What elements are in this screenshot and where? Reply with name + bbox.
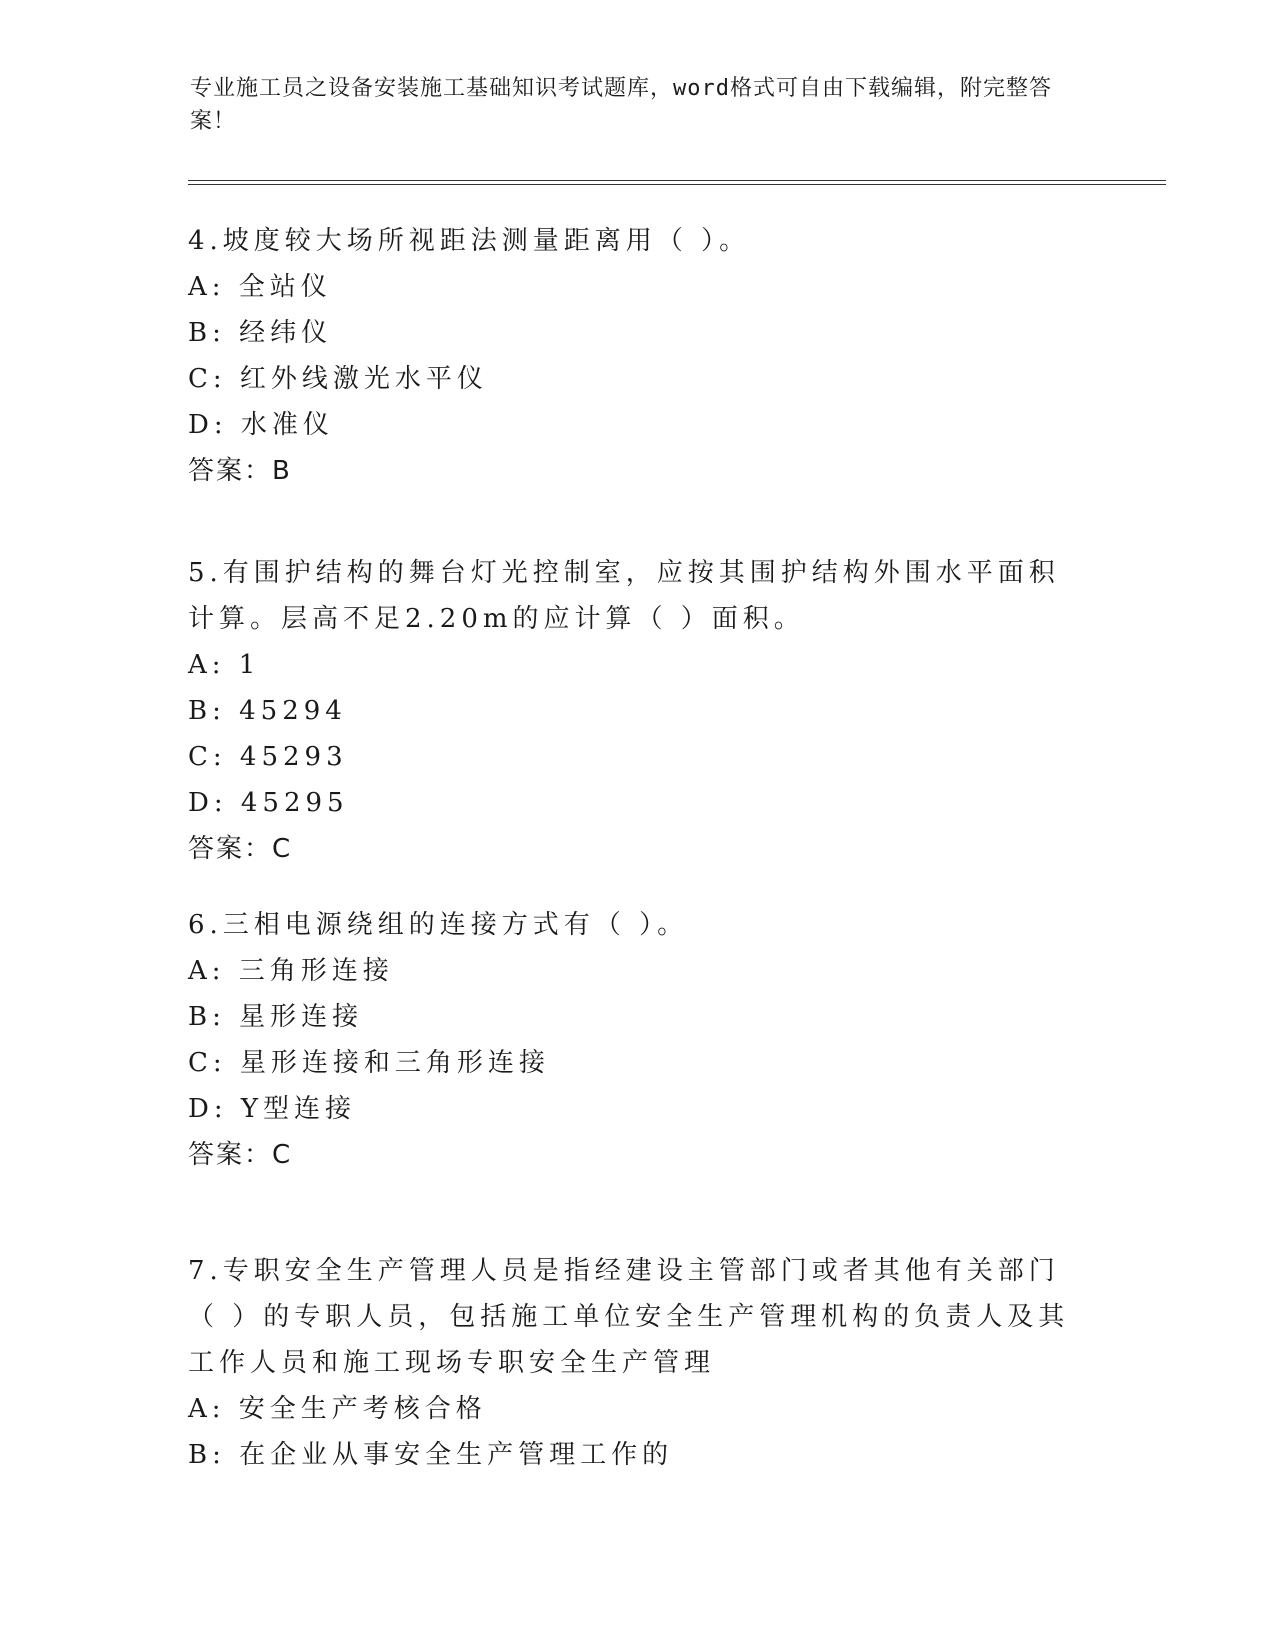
option-a: A: 全站仪: [188, 272, 332, 302]
document-header: 专业施工员之设备安装施工基础知识考试题库，word格式可自由下载编辑，附完整答案！: [190, 76, 1052, 134]
option-b: B: 星形连接: [188, 1002, 364, 1032]
option-a: A: 1: [188, 650, 261, 680]
question-7: [188, 1248, 1088, 1478]
answer: 答案：C: [188, 1140, 293, 1170]
option-d: D: 水准仪: [188, 410, 334, 440]
option-b: B: 45294: [188, 696, 347, 726]
answer: 答案：B: [188, 456, 292, 486]
option-c: C: 45293: [188, 742, 348, 772]
option-c: C: 红外线激光水平仪: [188, 364, 488, 394]
question-text: 5.有围护结构的舞台灯光控制室，应按其围护结构外围水平面积计算。层高不足2.20m的应计算（ ）面积。: [188, 558, 1060, 634]
header-divider: [188, 180, 1166, 185]
option-b: B: 在企业从事安全生产管理工作的: [188, 1440, 674, 1470]
question-5: [188, 550, 1088, 872]
question-text: 4.坡度较大场所视距法测量距离用（ ）。: [188, 226, 751, 256]
answer: 答案：C: [188, 834, 293, 864]
question-4: [188, 218, 1088, 494]
option-b: B: 经纬仪: [188, 318, 333, 348]
option-d: D: Y型连接: [188, 1094, 357, 1124]
option-c: C: 星形连接和三角形连接: [188, 1048, 550, 1078]
question-6: [188, 902, 1088, 1178]
question-text: 6.三相电源绕组的连接方式有（ ）。: [188, 910, 689, 940]
question-text: 7.专职安全生产管理人员是指经建设主管部门或者其他有关部门（ ）的专职人员，包括施工单位安全生产管理机构的负责人及其工作人员和施工现场专职安全生产管理: [188, 1256, 1070, 1378]
option-a: A: 三角形连接: [188, 956, 394, 986]
option-a: A: 安全生产考核合格: [188, 1394, 487, 1424]
option-d: D: 45295: [188, 788, 349, 818]
